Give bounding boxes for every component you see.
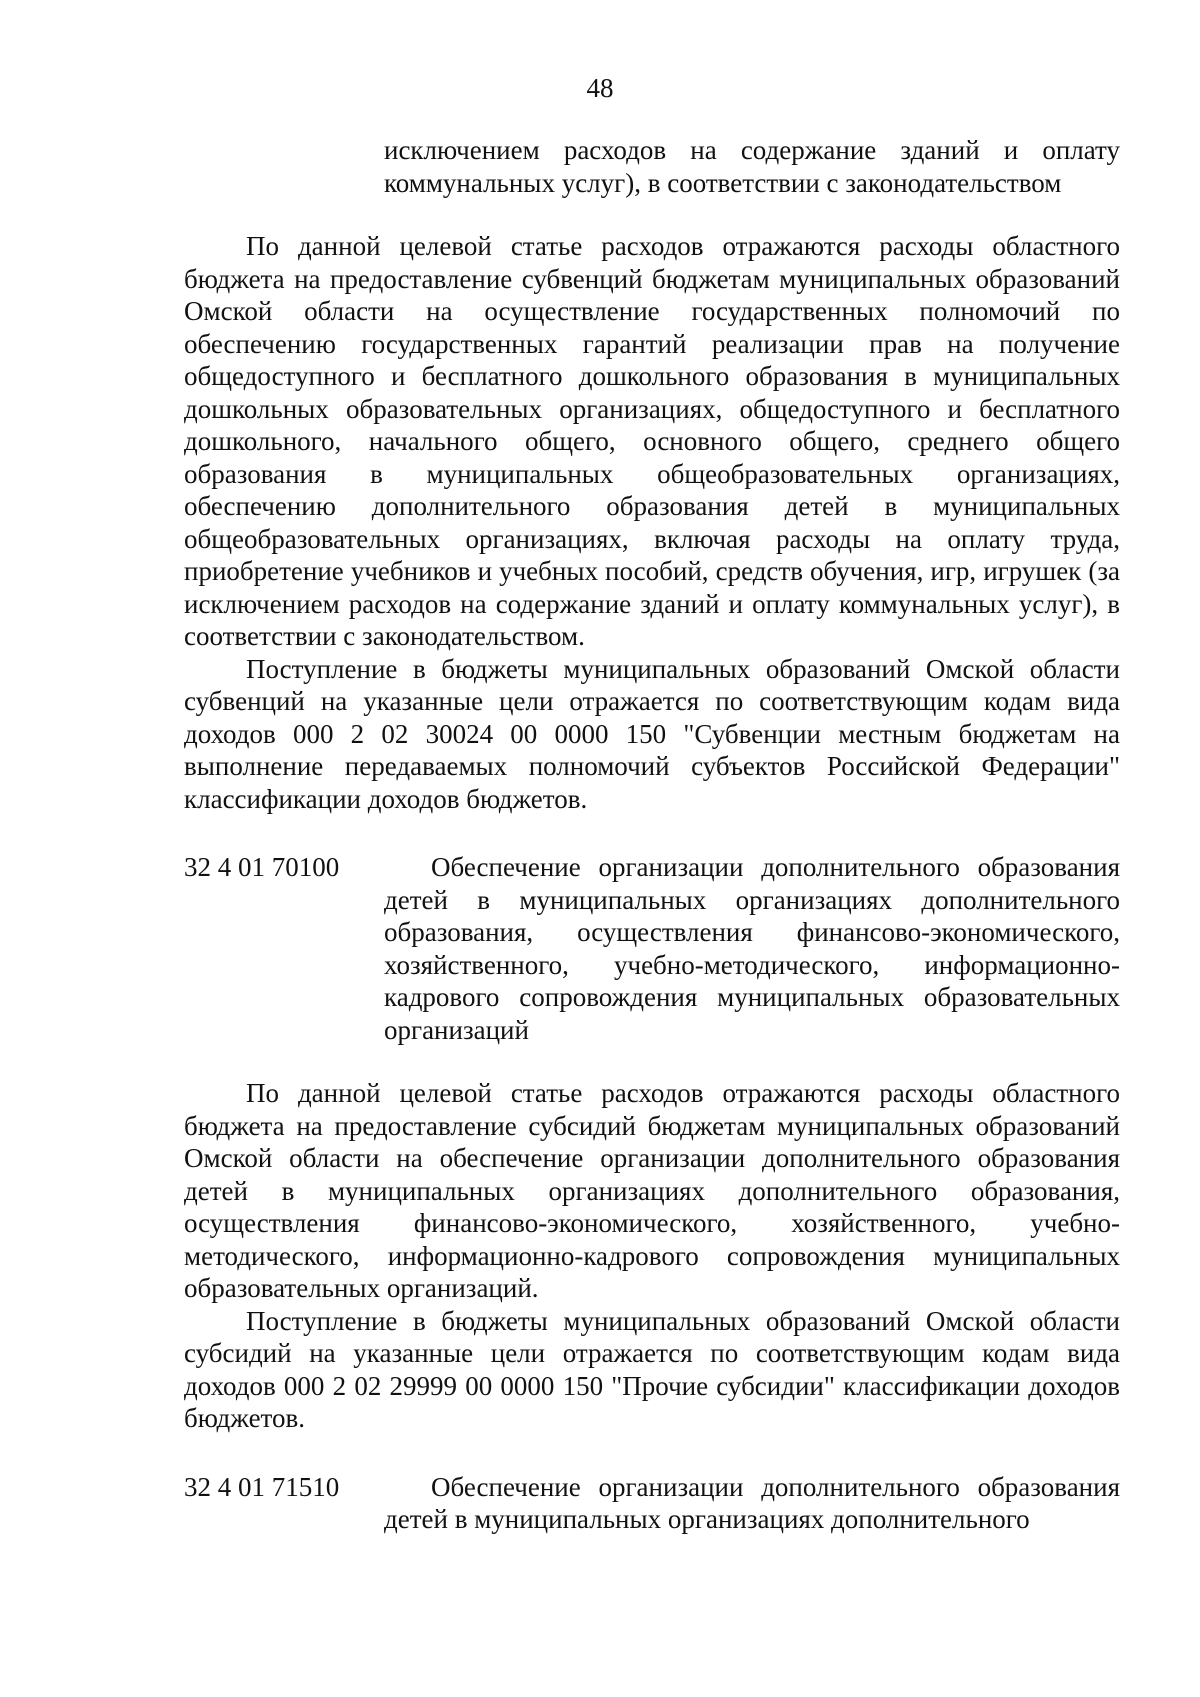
page-number: 48 [586,73,614,103]
spacer [184,1046,1120,1077]
classification-entry [184,851,1120,1046]
classification-entry [184,1471,1120,1536]
paragraph: Поступление в бюджеты муниципальных образований Омской области субсидий на указанные цели отражается по соответствующим кодам вида доходов 000 2 02 29999 00 0000 150 "Прочие субсидии" классификации доходов бюджетов. [184,1305,1120,1433]
spacer [184,815,1120,851]
section-2 [184,1077,1120,1435]
entry-description: Обеспечение организации дополнительного образования детей в муниципальных организациях дополнительного [384,1471,1120,1534]
paragraph: Поступление в бюджеты муниципальных образований Омской области субвенций на указанные цели отражается по соответствующим кодам вида доходов 000 2 02 30024 00 0000 150 "Субвенции местным бюджетам на выполнение передаваемых полномочий субъектов Российской Федерации" классификации доходов бюджетов. [184,653,1120,814]
entry-code: 32 4 01 71510 [184,1471,340,1502]
entry-code: 32 4 01 70100 [184,852,340,882]
spacer [184,1435,1120,1471]
paragraph: По данной целевой статье расходов отражаются расходы областного бюджета на предоставление субвенций бюджетам муниципальных образований Омской области на осуществление государственных полномочий по обеспечению государственных гарантий реализации прав на получение общедоступного и бесплатного дошкольного образования в муниципальных дошкольных образовательных организациях, общедоступного и бесплатного дошкольного, начального общего, основного общего, среднего общего образования в муниципальных общеобразовательных организациях, обеспечению дополнительного образования детей в муниципальных общеобразовательных организациях, включая расходы на оплату труда, приобретение учебников и учебных пособий, средств обучения, игр, игрушек (за исключением расходов на содержание зданий и оплату коммунальных услуг), в соответствии с законодательством. [184,231,1120,651]
section-1 [184,230,1120,815]
spacer [184,199,1120,230]
continuation-text: исключением расходов на содержание зданий и оплату коммунальных услуг), в соответствии с законодательством [384,135,1120,198]
paragraph: По данной целевой статье расходов отражаются расходы областного бюджета на предоставление субсидий бюджетам муниципальных образований Омской области на обеспечение организации дополнительного образования детей в муниципальных организациях дополнительного образования, осуществления финансово-экономического, хозяйственного, учебно-методического, информационно-кадрового сопровождения муниципальных образовательных организаций. [184,1078,1120,1303]
document-body [184,134,1120,1536]
entry-description: Обеспечение организации дополнительного образования детей в муниципальных организациях дополнительного образования, осуществления финансово-экономического, хозяйственного, учебно-методического, информационно-кадрового сопровождения муниципальных образовательных организаций [384,852,1120,1045]
